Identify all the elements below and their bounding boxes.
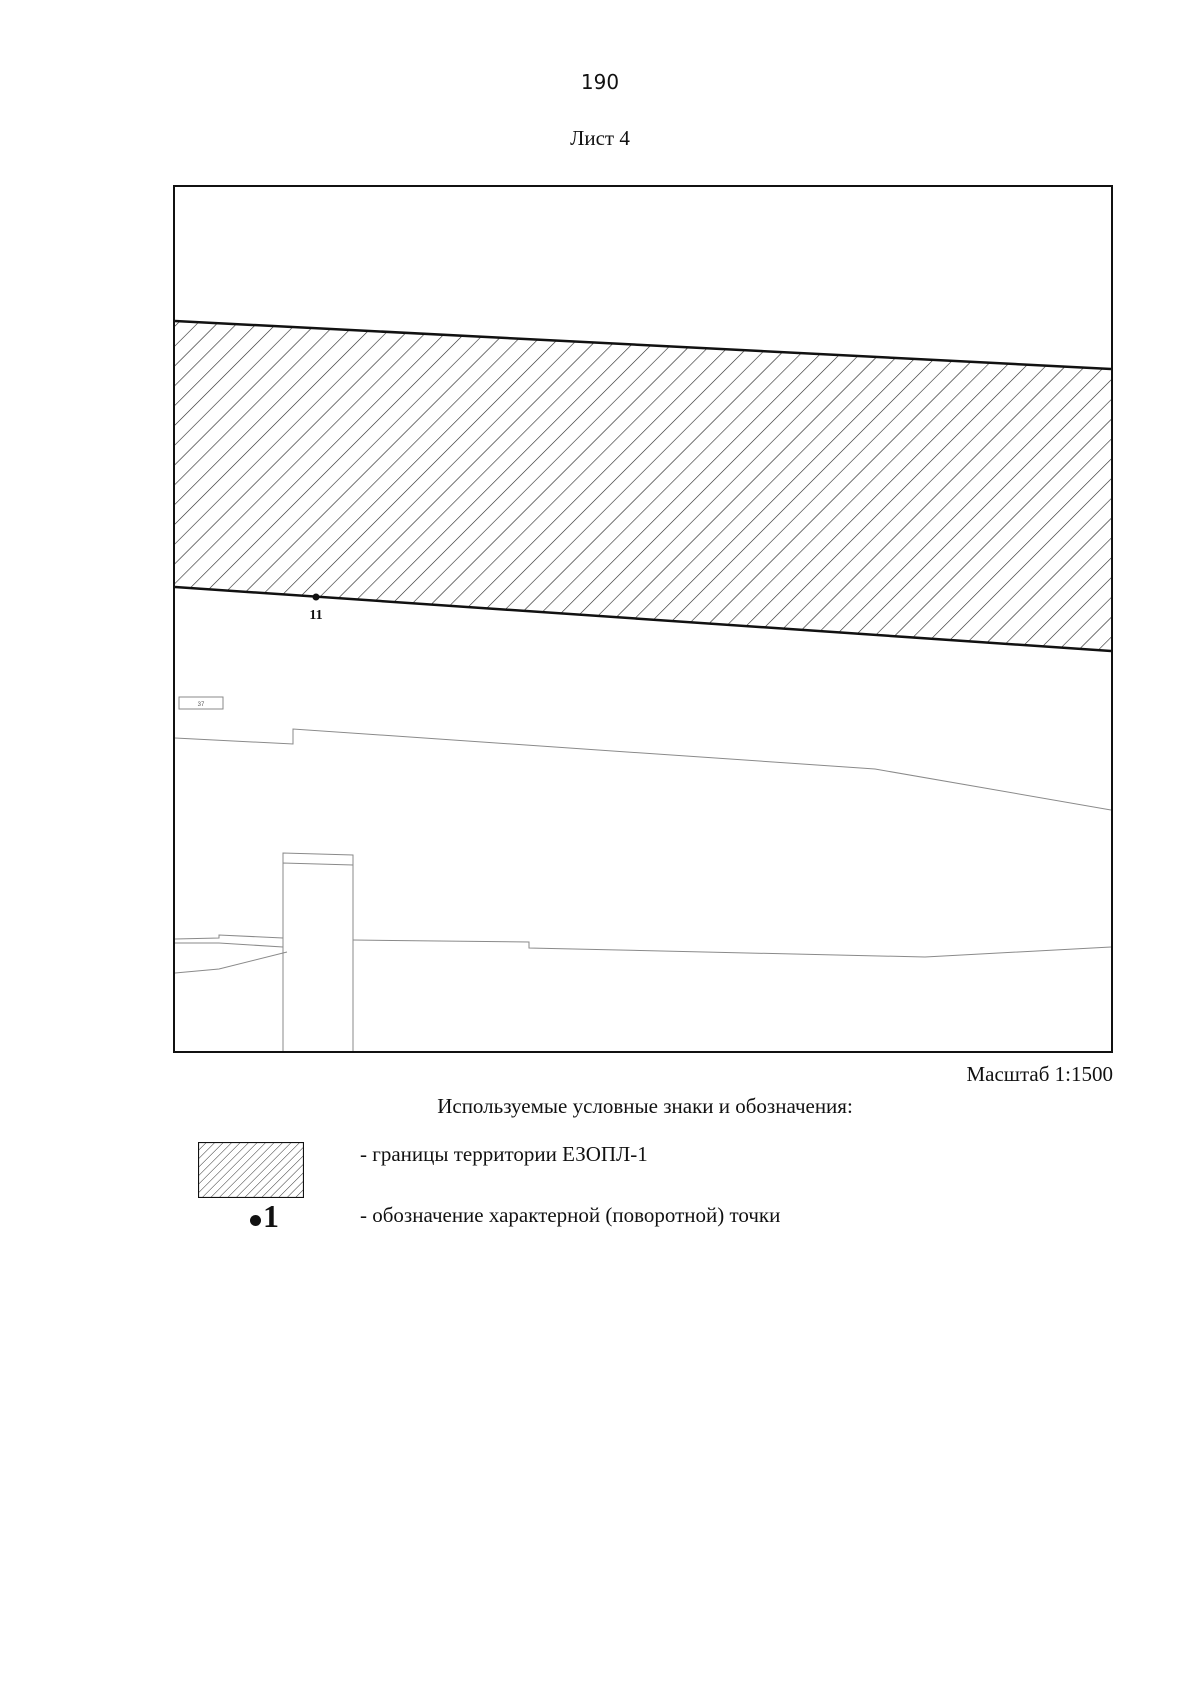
turning-point [313,594,320,601]
cadastral-line-lower [353,940,1111,957]
page-number: 190 [580,70,620,94]
legend-point-symbol [250,1196,279,1236]
map-frame [173,185,1113,1053]
cadastral-line-left-c [175,952,287,973]
zone-ezopl-1 [175,321,1111,651]
map-canvas [175,187,1111,1051]
point-dot-icon [250,1215,261,1226]
sheet-title: Лист 4 [570,126,630,150]
cadastral-line-left-a [175,935,283,939]
legend-title: Используемые условные знаки и обозначения: [437,1094,853,1118]
parcel-label: 37 [197,702,205,708]
turning-point-label: 11 [309,608,323,623]
scale-label: Масштаб 1:1500 [966,1062,1113,1086]
cadastral-line-left-b [175,943,283,947]
legend-text-point: - обозначение характерной (поворотной) точки [360,1203,781,1227]
cadastral-line-upper [175,729,1111,810]
cadastral-line-building [283,863,353,1051]
legend-text-zone: - границы территории ЕЗОПЛ-1 [360,1142,648,1166]
legend-point-number: 1 [263,1197,279,1234]
legend-hatch-swatch [198,1142,304,1198]
